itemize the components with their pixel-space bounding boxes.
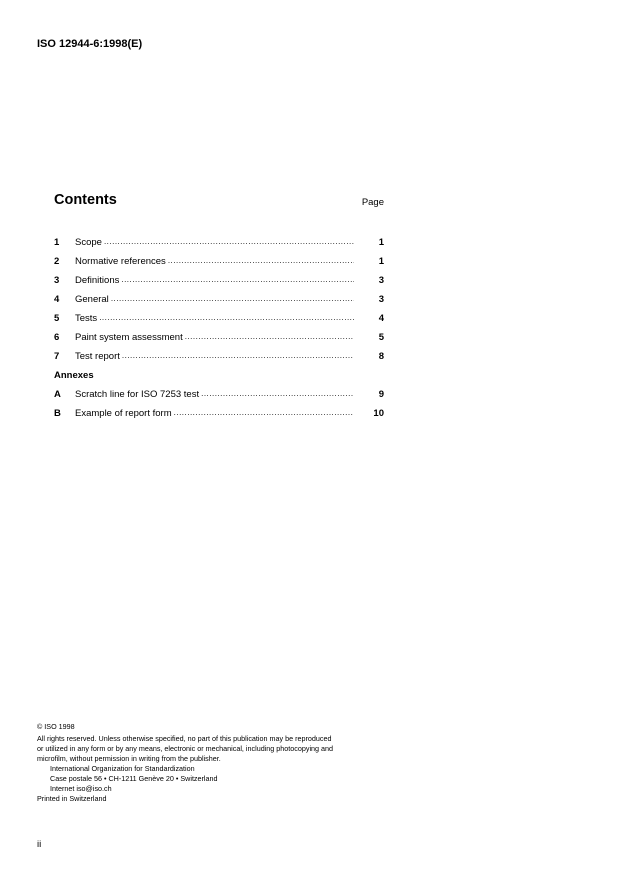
toc-entry-title: Test report bbox=[75, 351, 120, 362]
toc-entry-page: 5 bbox=[378, 332, 384, 343]
toc-entry-title: General bbox=[75, 294, 109, 305]
toc-entry-page: 10 bbox=[373, 408, 384, 419]
toc-entry-number: 4 bbox=[54, 294, 60, 305]
toc-entry-title: Tests bbox=[75, 313, 98, 324]
toc-entry-tests[interactable] bbox=[54, 305, 384, 324]
organization-name: International Organization for Standardization bbox=[50, 764, 195, 773]
toc-entry-page: 1 bbox=[378, 237, 384, 248]
organization-internet: Internet iso@iso.ch bbox=[50, 784, 112, 793]
table-of-contents bbox=[54, 229, 384, 419]
toc-entry-definitions[interactable] bbox=[54, 267, 384, 286]
document-id: ISO 12944-6:1998(E) bbox=[37, 38, 143, 50]
toc-entry-title: Definitions bbox=[75, 275, 120, 286]
toc-entry-number: 6 bbox=[54, 332, 60, 343]
toc-entry-general[interactable] bbox=[54, 286, 384, 305]
toc-entry-number: 5 bbox=[54, 313, 60, 324]
toc-entry-page: 9 bbox=[378, 389, 384, 400]
toc-entry-number: 1 bbox=[54, 237, 60, 248]
rights-text-line: or utilized in any form or by any means, electronic or mechanical, including photocopying and bbox=[37, 744, 334, 753]
toc-entry-number: 3 bbox=[54, 275, 60, 286]
organization-address: Case postale 56 • CH-1211 Genève 20 • Switzerland bbox=[50, 774, 218, 783]
toc-leader-dots bbox=[168, 255, 354, 267]
toc-leader-dots bbox=[121, 274, 354, 286]
toc-entry-number: B bbox=[54, 408, 61, 419]
toc-leader-dots bbox=[111, 293, 354, 305]
toc-entry-title: Scope bbox=[75, 237, 102, 248]
toc-entry-title: Example of report form bbox=[75, 408, 172, 419]
toc-entry-number: 7 bbox=[54, 351, 60, 362]
toc-entry-page: 4 bbox=[378, 313, 384, 324]
page-number: ii bbox=[37, 839, 42, 850]
toc-entry-number: 2 bbox=[54, 256, 60, 267]
annexes-heading: Annexes bbox=[54, 370, 94, 381]
toc-entry-test-report[interactable] bbox=[54, 343, 384, 362]
copyright-notice: © ISO 1998 bbox=[37, 722, 75, 731]
contents-title: Contents bbox=[54, 192, 117, 208]
toc-leader-dots bbox=[104, 236, 354, 248]
toc-entry-page: 8 bbox=[378, 351, 384, 362]
copyright-footer bbox=[37, 722, 387, 804]
printed-location: Printed in Switzerland bbox=[37, 794, 107, 803]
toc-leader-dots bbox=[122, 350, 354, 362]
toc-leader-dots bbox=[185, 331, 354, 343]
rights-text-line: microfilm, without permission in writing from the publisher. bbox=[37, 754, 221, 763]
toc-entry-title: Paint system assessment bbox=[75, 332, 183, 343]
rights-text-line: All rights reserved. Unless otherwise specified, no part of this publication may be reproduced bbox=[37, 734, 332, 743]
toc-entry-scope[interactable] bbox=[54, 229, 384, 248]
toc-leader-dots bbox=[99, 312, 354, 324]
toc-entry-number: A bbox=[54, 389, 61, 400]
toc-entry-page: 3 bbox=[378, 275, 384, 286]
toc-leader-dots bbox=[201, 388, 354, 400]
toc-entry-page: 3 bbox=[378, 294, 384, 305]
toc-entry-normative-references[interactable] bbox=[54, 248, 384, 267]
toc-entry-page: 1 bbox=[378, 256, 384, 267]
toc-entry-title: Scratch line for ISO 7253 test bbox=[75, 389, 200, 400]
toc-entry-annex-a[interactable] bbox=[54, 381, 384, 400]
toc-leader-dots bbox=[174, 407, 354, 419]
toc-entry-title: Normative references bbox=[75, 256, 166, 267]
toc-entry-annex-b[interactable] bbox=[54, 400, 384, 419]
toc-entry-paint-system-assessment[interactable] bbox=[54, 324, 384, 343]
page-column-label: Page bbox=[361, 197, 384, 208]
